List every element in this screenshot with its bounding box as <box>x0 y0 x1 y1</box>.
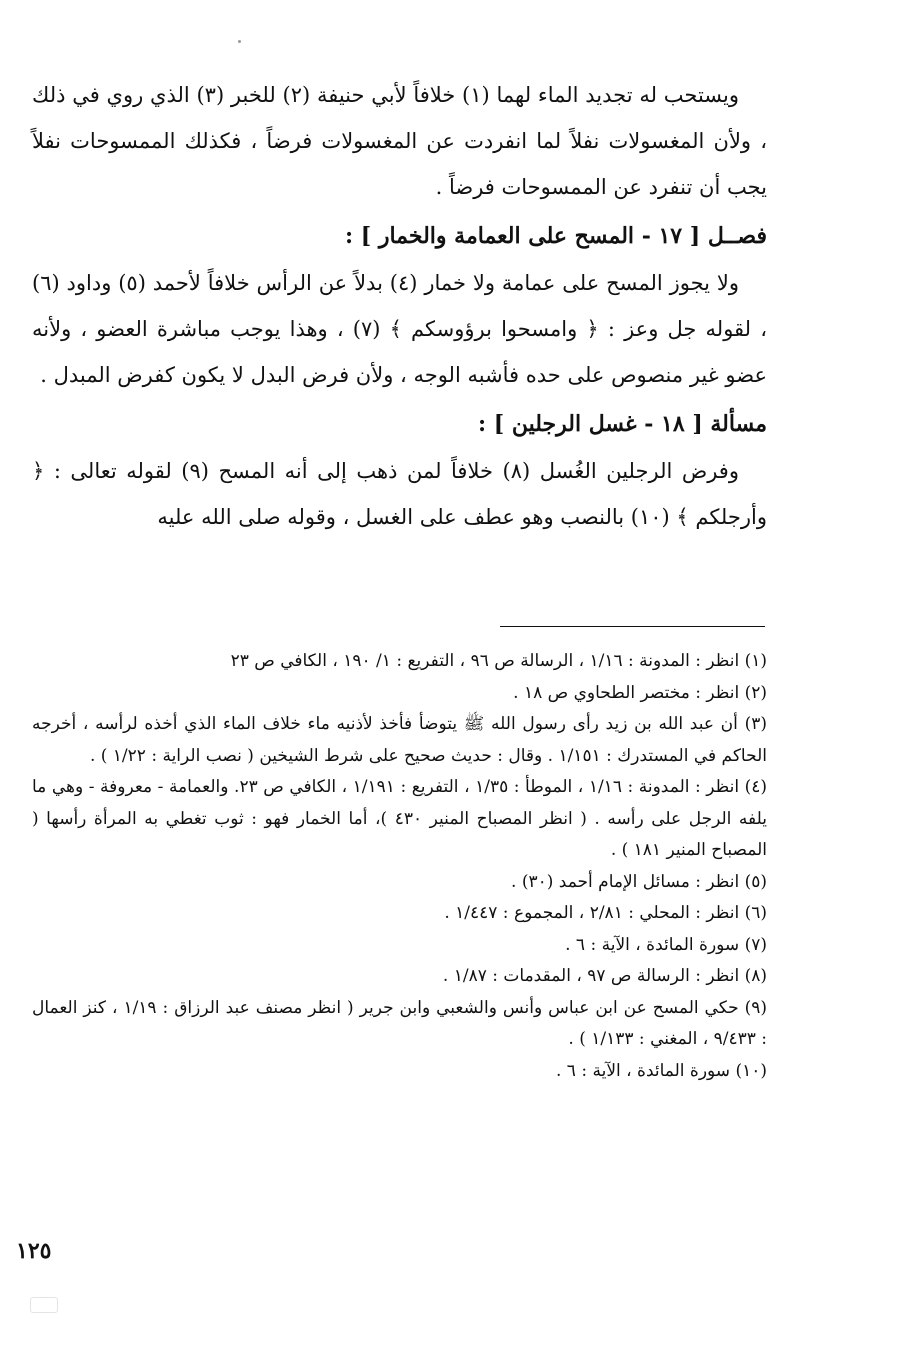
scan-artifact <box>30 1297 58 1313</box>
footnote-7: (٧) سورة المائدة ، الآية : ٦ . <box>565 934 767 955</box>
footnote-6: (٦) انظر : المحلي : ٢/٨١ ، المجموع : ١/٤٤٧ . <box>444 903 767 923</box>
section-heading-18: مسألة [ ١٨ - غسل الرجلين ] : <box>478 411 767 437</box>
footnote-5: (٥) انظر : مسائل الإمام أحمد (٣٠) . <box>511 871 767 892</box>
paragraph-2: ولا يجوز المسح على عمامة ولا خمار (٤) بدلاً عن الرأس خلافاً لأحمد (٥) وداود (٦) ، لقوله جل وعز : ﴿ وامسحوا برؤوسكم ﴾ (٧) ، وهذا يوجب مباشرة العضو ، ولأنه عضو غير منصوص على حده فأشبه الوجه ، ولأن فرض البدل لا يكون كفرض المبدل . <box>32 271 767 387</box>
main-text <box>32 72 767 540</box>
footnote-8: (٨) انظر : الرسالة ص ٩٧ ، المقدمات : ١/٨٧ . <box>442 966 767 986</box>
footnote-9: (٩) حكي المسح عن ابن عباس وأنس والشعبي وابن جرير ( انظر مصنف عبد الرزاق : ١/١٩ ، كنز العمال : ٩/٤٣٣ ، المغني : ١/١٣٣ ) . <box>32 997 767 1049</box>
scan-speck <box>238 40 241 43</box>
paragraph-3: وفرض الرجلين الغُسل (٨) خلافاً لمن ذهب إلى أنه المسح (٩) لقوله تعالى : ﴿ وأرجلكم ﴾ (١٠) بالنصب وهو عطف على الغسل ، وقوله صلى الله عليه <box>32 459 767 529</box>
footnote-2: (٢) انظر : مختصر الطحاوي ص ١٨ . <box>513 682 767 703</box>
footnote-divider <box>500 626 765 627</box>
footnotes <box>32 646 767 1087</box>
footnote-4: (٤) انظر : المدونة : ١/١٦ ، الموطأ : ١/٣٥ ، التفريع : ١/١٩١ ، الكافي ص ٢٣. والعمامة - معروفة - وهي ما يلفه الرجل على رأسه . ( انظر المصباح المنير ٤٣٠ )، أما الخمار فهو : ثوب تغطي به المرأة رأسها ( المصباح المنير ١٨١ ) . <box>32 777 768 860</box>
page-number: ١٢٥ <box>16 1238 52 1264</box>
section-heading-17: فصــل [ ١٧ - المسح على العمامة والخمار ] : <box>344 223 767 249</box>
footnote-3: (٣) أن عبد الله بن زيد رأى رسول الله ﷺ يتوضأ فأخذ لأذنيه ماء خلاف الماء الذي أخذه لرأسه ، أخرجه الحاكم في المستدرك : ١/١٥١ . وقال : حديث صحيح على شرط الشيخين ( نصب الراية : ١/٢٢ ) . <box>32 714 767 766</box>
footnote-1: (١) انظر : المدونة : ١/١٦ ، الرسالة ص ٩٦ ، التفريع : ١/ ١٩٠ ، الكافي ص ٢٣ <box>230 651 767 671</box>
paragraph-1: ويستحب له تجديد الماء لهما (١) خلافاً لأبي حنيفة (٢) للخبر (٣) الذي روي في ذلك ، ولأن المغسولات نفلاً لما انفردت عن المغسولات فرضاً ، فكذلك الممسوحات نفلاً يجب أن تنفرد عن الممسوحات فرضاً . <box>32 83 767 199</box>
footnote-10: (١٠) سورة المائدة ، الآية : ٦ . <box>555 1060 767 1081</box>
